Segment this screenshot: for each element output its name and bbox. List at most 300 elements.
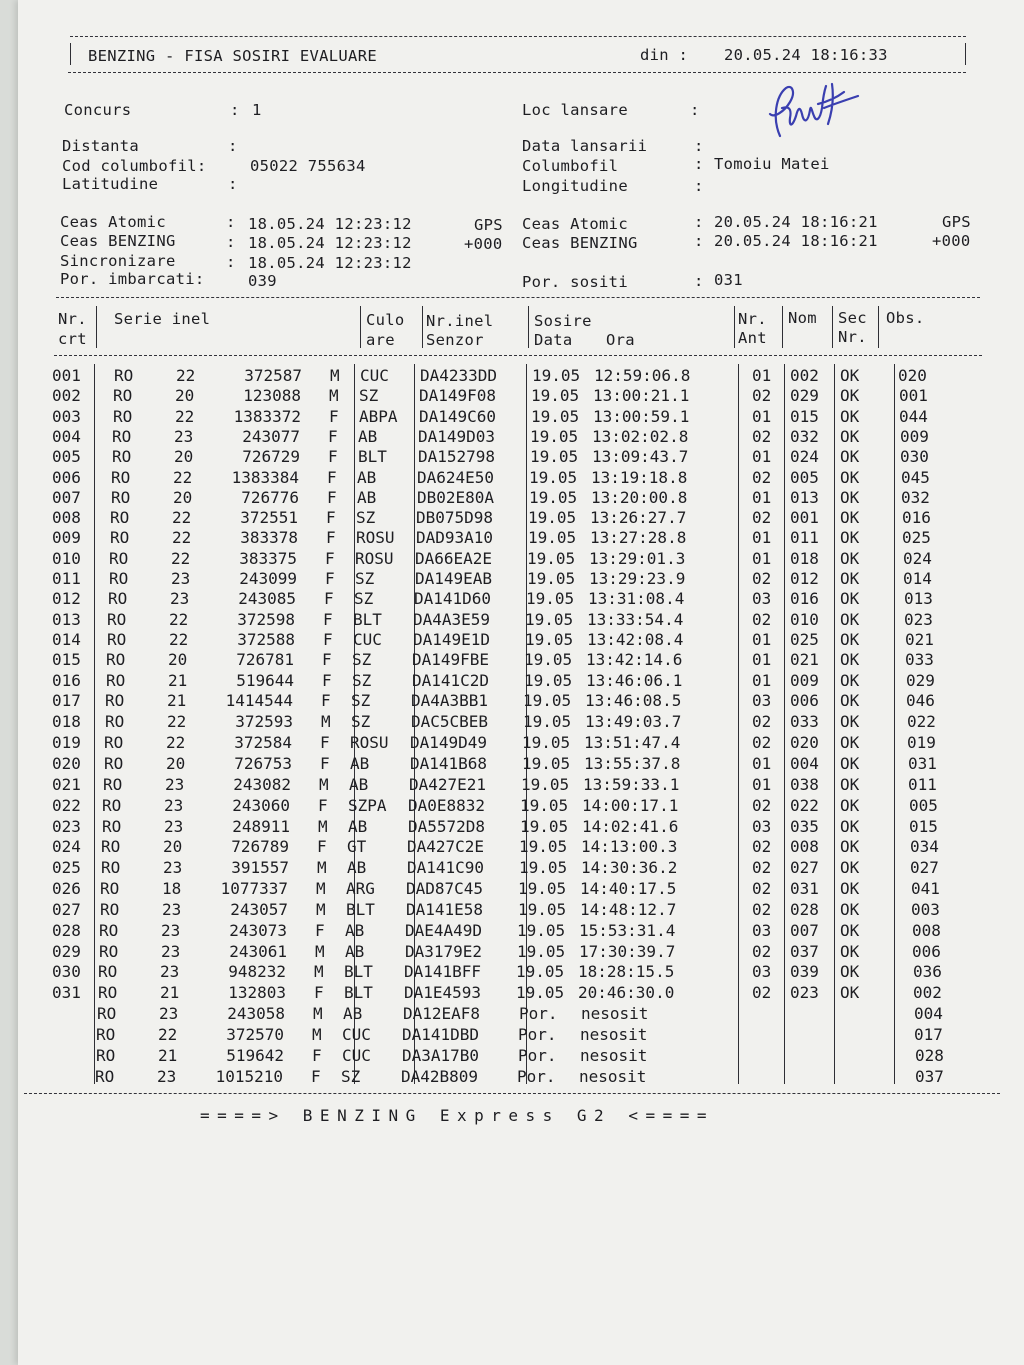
- colon: :: [694, 213, 704, 231]
- cell-an: 23: [157, 1066, 177, 1086]
- cell-nr-crt: 011: [52, 569, 81, 588]
- cell-senzor: DA3179E2: [405, 941, 483, 961]
- cell-tara: RO: [106, 670, 126, 690]
- cell-nom: 035: [790, 816, 819, 836]
- cell-nr-inel: 1383384: [231, 467, 299, 487]
- cell-nom: 012: [790, 569, 819, 588]
- cell-tara: RO: [105, 712, 125, 732]
- cell-ora: 13:29:23.9: [589, 569, 686, 588]
- table-header-rule: [54, 355, 982, 356]
- cell-tara: RO: [104, 753, 124, 773]
- cell-sec: OK: [840, 983, 860, 1003]
- left-ceas-benzing-value: 18.05.24 12:23:12: [248, 234, 412, 252]
- cell-nr-ant: 01: [752, 670, 772, 690]
- cell-tara: RO: [114, 366, 134, 385]
- cell-ora: 12:59:06.8: [594, 366, 691, 385]
- cell-senzor: DA141DBD: [402, 1025, 480, 1044]
- cell-nr-inel: 243060: [232, 795, 290, 815]
- table-row: [18, 858, 1024, 878]
- cell-sec: OK: [840, 426, 860, 446]
- cell-nr-crt: 019: [52, 733, 81, 753]
- cell-nr-ant: 01: [752, 650, 772, 670]
- colon: :: [694, 177, 704, 195]
- cell-data: 19.05: [522, 733, 571, 753]
- cell-senzor: DA0E8832: [408, 795, 486, 815]
- cell-nr-ant: 01: [752, 406, 772, 426]
- cell-an: 21: [158, 1045, 178, 1065]
- cell-obs: 023: [904, 609, 933, 629]
- cell-data: 19.05: [518, 899, 567, 919]
- cell-nom: 010: [790, 609, 819, 629]
- cell-ora: 17:30:39.7: [579, 941, 676, 961]
- cell-culoare: SZ: [354, 589, 374, 609]
- cell-sex: M: [329, 386, 339, 406]
- cell-nr-inel: 243057: [230, 899, 288, 919]
- table-row: [18, 879, 1024, 899]
- cell-obs: 032: [901, 487, 930, 507]
- cell-nr-ant: 02: [752, 941, 772, 961]
- cell-nr-ant: 03: [752, 962, 772, 982]
- cell-obs: 027: [910, 858, 939, 878]
- table-row: [18, 468, 1024, 488]
- cell-tara: RO: [107, 609, 127, 629]
- cell-sec: OK: [840, 753, 860, 773]
- cell-data: 19.05: [522, 753, 571, 773]
- table-top-rule: [56, 297, 980, 298]
- cell-sec: OK: [840, 548, 860, 568]
- cell-nom: 018: [790, 548, 819, 568]
- cell-an: 23: [159, 1004, 179, 1024]
- table-row: [18, 610, 1024, 630]
- cell-nr-inel: 1383372: [233, 406, 301, 426]
- cell-nom: 038: [790, 774, 819, 794]
- cell-sex: M: [314, 962, 324, 982]
- table-bottom-rule: [24, 1093, 1000, 1094]
- cell-an: 23: [170, 589, 190, 609]
- cell-nr-ant: 02: [752, 569, 772, 588]
- cell-tara: RO: [109, 548, 129, 568]
- cell-nr-inel: 248911: [232, 816, 290, 836]
- cell-sex: M: [317, 858, 327, 878]
- cell-culoare: SZ: [356, 508, 376, 528]
- cell-data: 19.05: [525, 629, 574, 649]
- cell-nom: 005: [790, 467, 819, 487]
- cell-nr-inel: 243082: [233, 774, 291, 794]
- cell-ora: 13:00:21.1: [593, 386, 690, 406]
- table-row: [18, 962, 1024, 982]
- cell-obs: 033: [905, 650, 934, 670]
- cell-sec: OK: [840, 589, 860, 609]
- cell-sec: OK: [840, 941, 860, 961]
- cell-senzor: DA141C90: [407, 858, 485, 878]
- cell-tara: RO: [110, 528, 130, 548]
- cell-senzor: DB02E80A: [417, 487, 495, 507]
- cell-an: 23: [165, 774, 185, 794]
- cell-an: 22: [169, 629, 189, 649]
- cell-nr-crt: 002: [52, 386, 81, 406]
- cell-an: 21: [168, 670, 188, 690]
- colon: :: [226, 213, 236, 231]
- cell-an: 22: [171, 548, 191, 568]
- cell-nr-ant: 02: [752, 983, 772, 1003]
- cell-obs: 020: [898, 366, 927, 385]
- cell-nr-crt: 005: [52, 447, 81, 467]
- header-sep-senzor: [528, 306, 529, 348]
- cell-an: 20: [173, 487, 193, 507]
- cell-nr-ant: 02: [752, 712, 772, 732]
- cell-sex: F: [324, 589, 334, 609]
- cell-sec: OK: [840, 795, 860, 815]
- cell-culoare: SZ: [359, 386, 379, 406]
- cell-obs: 011: [908, 774, 937, 794]
- cell-sex: F: [329, 406, 339, 426]
- cell-culoare: AB: [345, 920, 365, 940]
- cell-obs: 005: [909, 795, 938, 815]
- cell-nr-crt: 001: [52, 366, 81, 385]
- col-culoare-2: are: [366, 331, 395, 349]
- cell-tara: RO: [96, 1045, 116, 1065]
- cell-nr-inel: 123088: [243, 386, 301, 406]
- header-sep-ant: [782, 306, 783, 348]
- cell-data: 19.05: [523, 712, 572, 732]
- cell-culoare: SZ: [351, 691, 371, 711]
- col-nr-inel-2: Senzor: [426, 331, 484, 349]
- cell-senzor: DA66EA2E: [415, 548, 493, 568]
- cell-nr-crt: 029: [52, 941, 81, 961]
- cell-sex: M: [316, 899, 326, 919]
- table-row: [18, 900, 1024, 920]
- cell-obs: 031: [908, 753, 937, 773]
- cell-sec: OK: [840, 508, 860, 528]
- cell-sex: M: [330, 366, 340, 385]
- cell-data: 19.05: [531, 406, 580, 426]
- cell-sec: OK: [840, 962, 860, 982]
- cell-obs: 015: [909, 816, 938, 836]
- cell-nr-crt: 022: [52, 795, 81, 815]
- cell-ora: 13:46:08.5: [585, 691, 682, 711]
- cell-data: 19.05: [516, 962, 565, 982]
- cell-an: 22: [169, 609, 189, 629]
- cell-obs: 006: [912, 941, 941, 961]
- cell-nr-crt: 010: [52, 548, 81, 568]
- cell-an: 23: [161, 920, 181, 940]
- cell-senzor: DA141B68: [410, 753, 488, 773]
- cell-culoare: ROSU: [355, 548, 394, 568]
- cell-data: 19.05: [525, 609, 574, 629]
- cell-tara: RO: [103, 774, 123, 794]
- cell-nr-inel: 243073: [229, 920, 287, 940]
- col-culoare-1: Culo: [366, 311, 405, 329]
- cell-nr-crt: 009: [52, 528, 81, 548]
- cell-senzor: DA141E58: [406, 899, 484, 919]
- cell-nr-inel: 726789: [231, 837, 289, 857]
- cell-sex: M: [312, 1025, 322, 1044]
- cell-ora: nesosit: [580, 1025, 648, 1044]
- cell-ora: 13:31:08.4: [588, 589, 685, 609]
- cell-tara: RO: [107, 629, 127, 649]
- cell-sex: F: [321, 691, 331, 711]
- cell-data: 19.05: [529, 487, 578, 507]
- cell-ora: 13:27:28.8: [590, 528, 687, 548]
- cell-tara: RO: [109, 569, 129, 588]
- cell-culoare: CUC: [342, 1045, 371, 1065]
- cell-nr-inel: 383375: [239, 548, 297, 568]
- cell-ora: 18:28:15.5: [578, 962, 675, 982]
- cell-culoare: BLT: [344, 983, 373, 1003]
- printed-sheet: [18, 0, 1024, 1365]
- cell-senzor: DA12EAF8: [403, 1004, 481, 1024]
- cell-nr-inel: 519644: [236, 670, 294, 690]
- cell-tara: RO: [105, 691, 125, 711]
- table-row: [18, 671, 1024, 691]
- cell-tara: RO: [97, 1004, 117, 1024]
- cell-obs: 001: [899, 386, 928, 406]
- cell-an: 22: [167, 712, 187, 732]
- colon: :: [226, 253, 236, 271]
- cell-an: 22: [172, 508, 192, 528]
- cell-nr-inel: 243077: [242, 426, 300, 446]
- cell-data: 19.05: [527, 569, 576, 588]
- colon: :: [694, 232, 704, 250]
- cell-sec: OK: [840, 816, 860, 836]
- cell-nom: 024: [790, 447, 819, 467]
- cell-data: 19.05: [529, 467, 578, 487]
- cell-ora: 20:46:30.0: [578, 983, 675, 1003]
- cell-ora: 13:09:43.7: [592, 447, 689, 467]
- cell-nom: 039: [790, 962, 819, 982]
- por-sositi-value: 031: [714, 271, 743, 289]
- cell-obs: 044: [899, 406, 928, 426]
- cell-obs: 046: [906, 691, 935, 711]
- right-ceas-benzing-label: Ceas BENZING: [522, 234, 638, 252]
- cell-culoare: SZ: [341, 1066, 361, 1086]
- cell-senzor: DA1E4593: [404, 983, 482, 1003]
- cell-nr-inel: 1414544: [225, 691, 293, 711]
- right-ceas-atomic-label: Ceas Atomic: [522, 215, 628, 233]
- table-row: [18, 508, 1024, 528]
- cell-nom: 004: [790, 753, 819, 773]
- cell-obs: 013: [904, 589, 933, 609]
- cell-nom: 023: [790, 983, 819, 1003]
- cell-tara: RO: [111, 467, 131, 487]
- cell-nr-ant: 02: [752, 879, 772, 898]
- concurs-label: Concurs: [64, 101, 132, 119]
- cell-sex: F: [325, 569, 335, 588]
- table-row: [18, 650, 1024, 670]
- cell-ora: 14:02:41.6: [582, 816, 679, 836]
- cell-data: 19.05: [530, 426, 579, 446]
- cell-culoare: AB: [348, 816, 368, 836]
- table-row: [18, 427, 1024, 447]
- cell-nr-inel: 383378: [240, 528, 298, 548]
- cell-nr-inel: 372593: [235, 712, 293, 732]
- cell-ora: 13:20:00.8: [591, 487, 688, 507]
- cell-an: 20: [175, 386, 195, 406]
- cell-sec: OK: [840, 487, 860, 507]
- cell-senzor: DAE4A49D: [405, 920, 483, 940]
- cell-nr-ant: 03: [752, 691, 772, 711]
- cell-sex: F: [315, 920, 325, 940]
- cell-ora: 15:53:31.4: [579, 920, 676, 940]
- cell-sec: OK: [840, 712, 860, 732]
- cell-culoare: AB: [349, 774, 369, 794]
- cell-nr-crt: 007: [52, 487, 81, 507]
- cell-culoare: AB: [350, 753, 370, 773]
- cell-sex: F: [317, 837, 327, 857]
- cell-culoare: SZ: [355, 569, 375, 588]
- cell-an: 20: [166, 753, 186, 773]
- col-nr-inel-1: Nr.inel: [426, 312, 494, 330]
- cell-nr-crt: 006: [52, 467, 81, 487]
- cell-nr-crt: 004: [52, 426, 81, 446]
- cell-sex: F: [326, 508, 336, 528]
- cell-culoare: AB: [357, 467, 377, 487]
- cell-data: 19.05: [531, 386, 580, 406]
- cell-nr-crt: 018: [52, 712, 81, 732]
- cell-senzor: DA149D03: [418, 426, 496, 446]
- cell-tara: RO: [111, 487, 131, 507]
- colon: :: [226, 233, 236, 251]
- cell-data: 19.05: [518, 879, 567, 898]
- cell-ora: 13:00:59.1: [593, 406, 690, 426]
- cell-tara: RO: [101, 858, 121, 878]
- cell-obs: 016: [902, 508, 931, 528]
- cell-sex: M: [313, 1004, 323, 1024]
- cell-an: 22: [158, 1025, 178, 1044]
- cell-sex: F: [323, 629, 333, 649]
- cell-obs: 030: [900, 447, 929, 467]
- cell-sec: OK: [840, 650, 860, 670]
- cell-nr-crt: 008: [52, 508, 81, 528]
- cell-sex: F: [327, 487, 337, 507]
- cell-data: 19.05: [523, 691, 572, 711]
- cell-sex: F: [322, 670, 332, 690]
- cell-an: 23: [164, 795, 184, 815]
- table-row: [18, 630, 1024, 650]
- cell-nom: 011: [790, 528, 819, 548]
- cell-data: 19.05: [519, 837, 568, 857]
- cell-obs: 029: [906, 670, 935, 690]
- cell-sex: F: [328, 447, 338, 467]
- cell-senzor: DB075D98: [416, 508, 494, 528]
- left-ceas-benzing-label: Ceas BENZING: [60, 232, 176, 250]
- cell-senzor: DA141BFF: [404, 962, 482, 982]
- cod-columbofil-value: 05022 755634: [250, 157, 366, 175]
- cell-nr-inel: 372551: [240, 508, 298, 528]
- cell-nom: 021: [790, 650, 819, 670]
- left-ceas-atomic-source: GPS: [474, 216, 503, 234]
- cell-nom: 009: [790, 670, 819, 690]
- cell-culoare: AB: [345, 941, 365, 961]
- cell-nr-ant: 01: [752, 548, 772, 568]
- cell-culoare: BLT: [344, 962, 373, 982]
- cell-ora: nesosit: [580, 1045, 648, 1065]
- cell-nr-ant: 03: [752, 589, 772, 609]
- cell-sec: OK: [840, 733, 860, 753]
- cell-an: 22: [175, 406, 195, 426]
- cell-ora: 14:00:17.1: [582, 795, 679, 815]
- cell-sex: F: [325, 548, 335, 568]
- cell-data: 19.05: [526, 589, 575, 609]
- cell-sec: OK: [840, 386, 860, 406]
- cell-an: 20: [174, 447, 194, 467]
- cell-tara: RO: [113, 406, 133, 426]
- cell-sec: OK: [840, 569, 860, 588]
- cell-senzor: DA149D49: [410, 733, 488, 753]
- cell-tara: RO: [106, 650, 126, 670]
- cell-an: 23: [162, 899, 182, 919]
- cell-nr-inel: 372588: [237, 629, 295, 649]
- cell-culoare: BLT: [353, 609, 382, 629]
- table-row: [18, 366, 1024, 386]
- cell-data: 19.05: [517, 941, 566, 961]
- cell-nr-inel: 243058: [227, 1004, 285, 1024]
- cell-data: Por.: [518, 1025, 557, 1044]
- cell-tara: RO: [96, 1025, 116, 1044]
- header-left-border: [70, 43, 71, 65]
- colon: :: [694, 272, 704, 290]
- cell-culoare: BLT: [346, 899, 375, 919]
- cell-nr-ant: 01: [752, 487, 772, 507]
- cell-ora: 13:51:47.4: [584, 733, 681, 753]
- cell-nr-ant: 03: [752, 816, 772, 836]
- cell-ora: 13:19:18.8: [591, 467, 688, 487]
- table-row: [18, 1067, 1024, 1087]
- cell-senzor: DA149FBE: [412, 650, 490, 670]
- cell-sex: F: [312, 1045, 322, 1065]
- cell-sec: OK: [840, 609, 860, 629]
- distanta-label: Distanta: [62, 137, 140, 155]
- cell-senzor: DA149E1D: [413, 629, 491, 649]
- table-row: [18, 921, 1024, 941]
- cell-nr-ant: 02: [752, 426, 772, 446]
- cell-sex: M: [321, 712, 331, 732]
- cell-nom: 001: [790, 508, 819, 528]
- col-obs: Obs.: [886, 309, 925, 327]
- cell-data: 19.05: [519, 858, 568, 878]
- cell-sec: OK: [840, 366, 860, 385]
- cell-obs: 045: [901, 467, 930, 487]
- colon: :: [230, 101, 240, 119]
- cell-senzor: DA427E21: [409, 774, 487, 794]
- cell-nr-inel: 243085: [238, 589, 296, 609]
- cell-nr-crt: 025: [52, 858, 81, 878]
- cell-ora: 13:49:03.7: [585, 712, 682, 732]
- cell-nr-inel: 519642: [226, 1045, 284, 1065]
- cell-nr-ant: 01: [752, 366, 772, 385]
- right-ceas-benzing-offset: +000: [932, 232, 971, 250]
- cell-nom: 016: [790, 589, 819, 609]
- cell-sec: OK: [840, 406, 860, 426]
- cell-an: 23: [174, 426, 194, 446]
- col-nr-crt-2: crt: [58, 330, 87, 348]
- cell-an: 18: [162, 879, 182, 898]
- col-nr-ant-2: Ant: [738, 329, 767, 347]
- por-imbarcati-label: Por. imbarcati:: [60, 270, 205, 288]
- cell-nom: 033: [790, 712, 819, 732]
- col-data: Data: [534, 331, 573, 349]
- cell-data: 19.05: [528, 528, 577, 548]
- cell-ora: 14:30:36.2: [581, 858, 678, 878]
- cell-culoare: SZ: [352, 650, 372, 670]
- cell-nr-ant: 02: [752, 795, 772, 815]
- cell-sec: OK: [840, 670, 860, 690]
- table-row: [18, 569, 1024, 589]
- cell-tara: RO: [112, 447, 132, 467]
- cell-an: 22: [172, 528, 192, 548]
- table-row: [18, 796, 1024, 816]
- cell-nr-inel: 1015210: [215, 1066, 283, 1086]
